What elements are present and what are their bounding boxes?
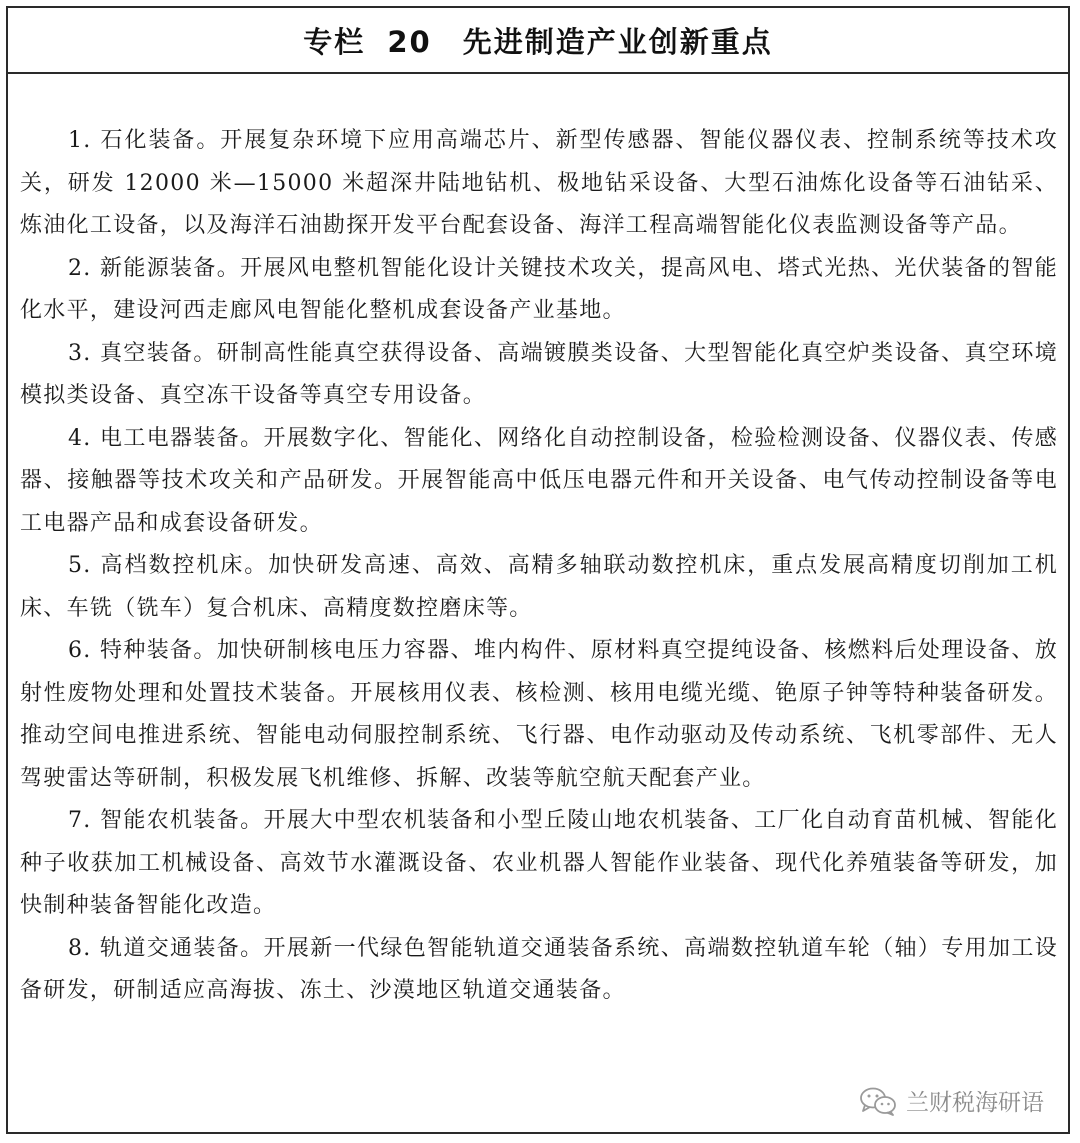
paragraph-new-energy: 2. 新能源装备。开展风电整机智能化设计关键技术攻关，提高风电、塔式光热、光伏装备的智能化水平，建设河西走廊风电智能化整机成套设备产业基地。 [20,255,1058,323]
wechat-icon [858,1086,898,1116]
column-box [6,6,1070,1134]
paragraph-petrochemical: 1. 石化装备。开展复杂环境下应用高端芯片、新型传感器、智能仪器仪表、控制系统等技术攻关，研发 12000 米—15000 米超深井陆地钻机、极地钻采设备、大型石油炼化设备等石油钻采、炼油化工设备，以及海洋石油勘探开发平台配套设备、海洋工程高端智能化仪表监测设备等产品。 [20,128,1058,238]
paragraph-vacuum: 3. 真空装备。研制高性能真空获得设备、高端镀膜类设备、大型智能化真空炉类设备、真空环境模拟类设备、真空冻干设备等真空专用设备。 [20,340,1058,408]
column-content [20,120,1058,1013]
paragraph-rail-transit: 8. 轨道交通装备。开展新一代绿色智能轨道交通装备系统、高端数控轨道车轮（轴）专用加工设备研发，研制适应高海拔、冻土、沙漠地区轨道交通装备。 [20,935,1058,1003]
watermark-text: 兰财税海研语 [906,1090,1044,1116]
paragraph-electrical: 4. 电工电器装备。开展数字化、智能化、网络化自动控制设备，检验检测设备、仪器仪表、传感器、接触器等技术攻关和产品研发。开展智能高中低压电器元件和开关设备、电气传动控制设备等电工电器产品和成套设备研发。 [20,425,1058,536]
title-bar [8,8,1068,74]
column-title: 专栏 20 先进制造产业创新重点 [303,24,773,59]
watermark [858,1084,1044,1117]
paragraph-cnc-machine: 5. 高档数控机床。加快研发高速、高效、高精多轴联动数控机床，重点发展高精度切削加工机床、车铣（铣车）复合机床、高精度数控磨床等。 [20,553,1058,621]
paragraph-special-equipment: 6. 特种装备。加快研制核电压力容器、堆内构件、原材料真空提纯设备、核燃料后处理设备、放射性废物处理和处置技术装备。开展核用仪表、核检测、核用电缆光缆、铯原子钟等特种装备研发。推动空间电推进系统、智能电动伺服控制系统、飞行器、电作动驱动及传动系统、飞机零部件、无人驾驶雷达等研制，积极发展飞机维修、拆解、改装等航空航天配套产业。 [20,638,1058,791]
paragraph-agricultural: 7. 智能农机装备。开展大中型农机装备和小型丘陵山地农机装备、工厂化自动育苗机械、智能化种子收获加工机械设备、高效节水灌溉设备、农业机器人智能作业装备、现代化养殖装备等研发，加快制种装备智能化改造。 [20,808,1058,918]
